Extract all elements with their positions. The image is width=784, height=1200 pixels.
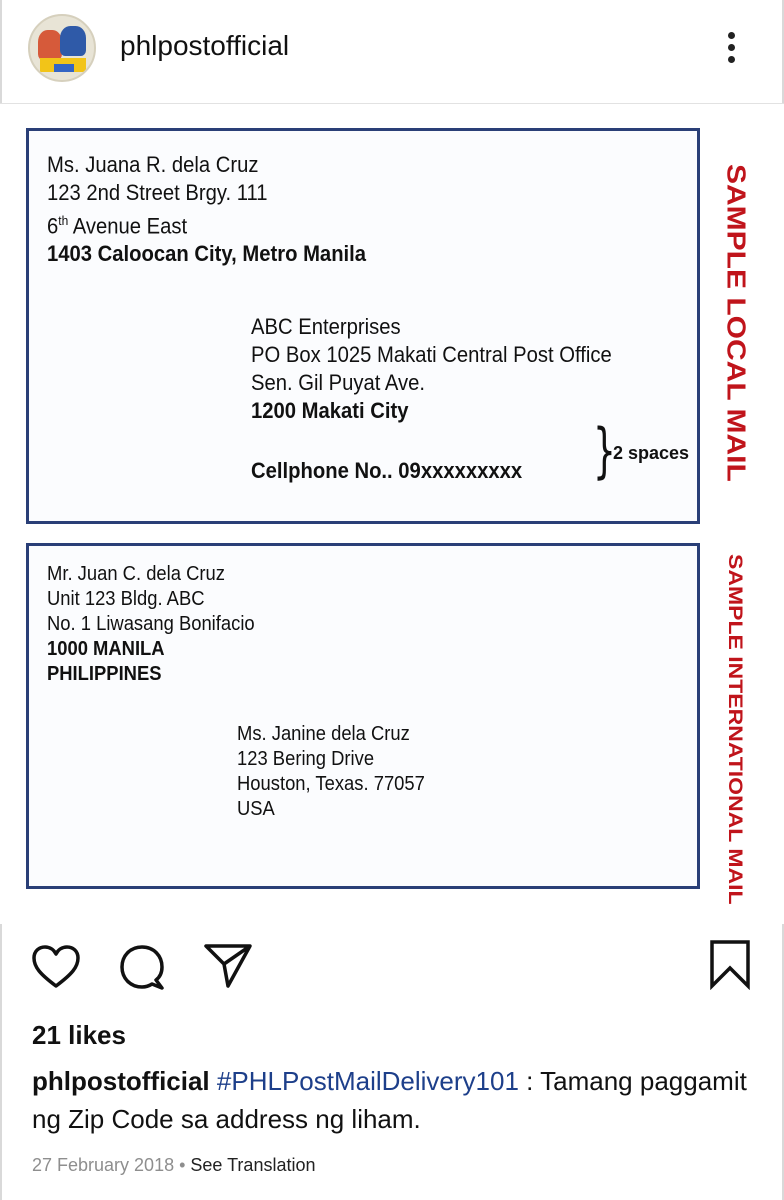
likes-count[interactable]: 21 likes bbox=[32, 1020, 126, 1050]
meta-separator: • bbox=[174, 1155, 191, 1175]
address-line: Ms. Janine dela Cruz bbox=[237, 723, 410, 745]
address-line: Sen. Gil Puyat Ave. bbox=[251, 370, 426, 395]
more-vertical-icon[interactable] bbox=[722, 28, 742, 68]
local-mail-label: SAMPLE LOCAL MAIL bbox=[721, 164, 750, 482]
cellphone-line: Cellphone No.. 09xxxxxxxxx bbox=[251, 458, 523, 483]
spacing-note: 2 spaces bbox=[613, 443, 690, 463]
avatar[interactable] bbox=[28, 14, 96, 82]
address-line: 123 Bering Drive bbox=[237, 748, 375, 770]
heart-icon[interactable] bbox=[30, 942, 82, 994]
address-line: PO Box 1025 Makati Central Post Office bbox=[251, 342, 612, 367]
send-icon[interactable] bbox=[202, 940, 254, 992]
brace-icon: } bbox=[593, 416, 616, 486]
address-line: ABC Enterprises bbox=[251, 314, 401, 339]
international-sender-address bbox=[47, 562, 255, 687]
post-meta bbox=[32, 1155, 315, 1176]
address-line: 123 2nd Street Brgy. 111 bbox=[47, 180, 268, 205]
country-line: USA bbox=[237, 798, 275, 820]
address-line: Ms. Juana R. dela Cruz bbox=[47, 152, 259, 177]
local-recipient-address bbox=[251, 313, 612, 425]
address-line: 6th Avenue East bbox=[47, 213, 188, 239]
post-header bbox=[0, 0, 784, 100]
bookmark-icon[interactable] bbox=[704, 938, 756, 990]
international-mail-envelope bbox=[26, 543, 700, 889]
zip-code-line: 1200 Makati City bbox=[251, 398, 409, 423]
post-date: 27 February 2018 bbox=[32, 1155, 175, 1175]
caption-username[interactable]: phlpostofficial bbox=[32, 1066, 210, 1096]
zip-code-line: 1000 MANILA bbox=[47, 638, 165, 660]
address-line: Mr. Juan C. dela Cruz bbox=[47, 563, 225, 585]
international-mail-label: SAMPLE INTERNATIONAL MAIL bbox=[724, 554, 747, 905]
post-image[interactable] bbox=[0, 104, 784, 924]
address-line: No. 1 Liwasang Bonifacio bbox=[47, 613, 255, 635]
address-line: Houston, Texas. 77057 bbox=[237, 773, 425, 795]
username[interactable]: phlpostofficial bbox=[120, 30, 290, 61]
country-line: PHILIPPINES bbox=[47, 663, 162, 685]
caption-hashtag[interactable]: #PHLPostMailDelivery101 bbox=[216, 1066, 519, 1096]
zip-code-line: 1403 Caloocan City, Metro Manila bbox=[47, 241, 367, 267]
international-recipient-address bbox=[237, 722, 425, 822]
caption bbox=[32, 1062, 752, 1138]
caption-text: : Tamang paggamit ng Zip Code sa address ng liham. bbox=[32, 1066, 747, 1134]
local-mail-envelope bbox=[26, 128, 700, 524]
local-sender-address bbox=[47, 151, 366, 268]
comment-icon[interactable] bbox=[116, 942, 168, 994]
action-bar bbox=[0, 934, 784, 1004]
address-line: Unit 123 Bldg. ABC bbox=[47, 588, 205, 610]
see-translation-link[interactable]: See Translation bbox=[190, 1155, 316, 1175]
